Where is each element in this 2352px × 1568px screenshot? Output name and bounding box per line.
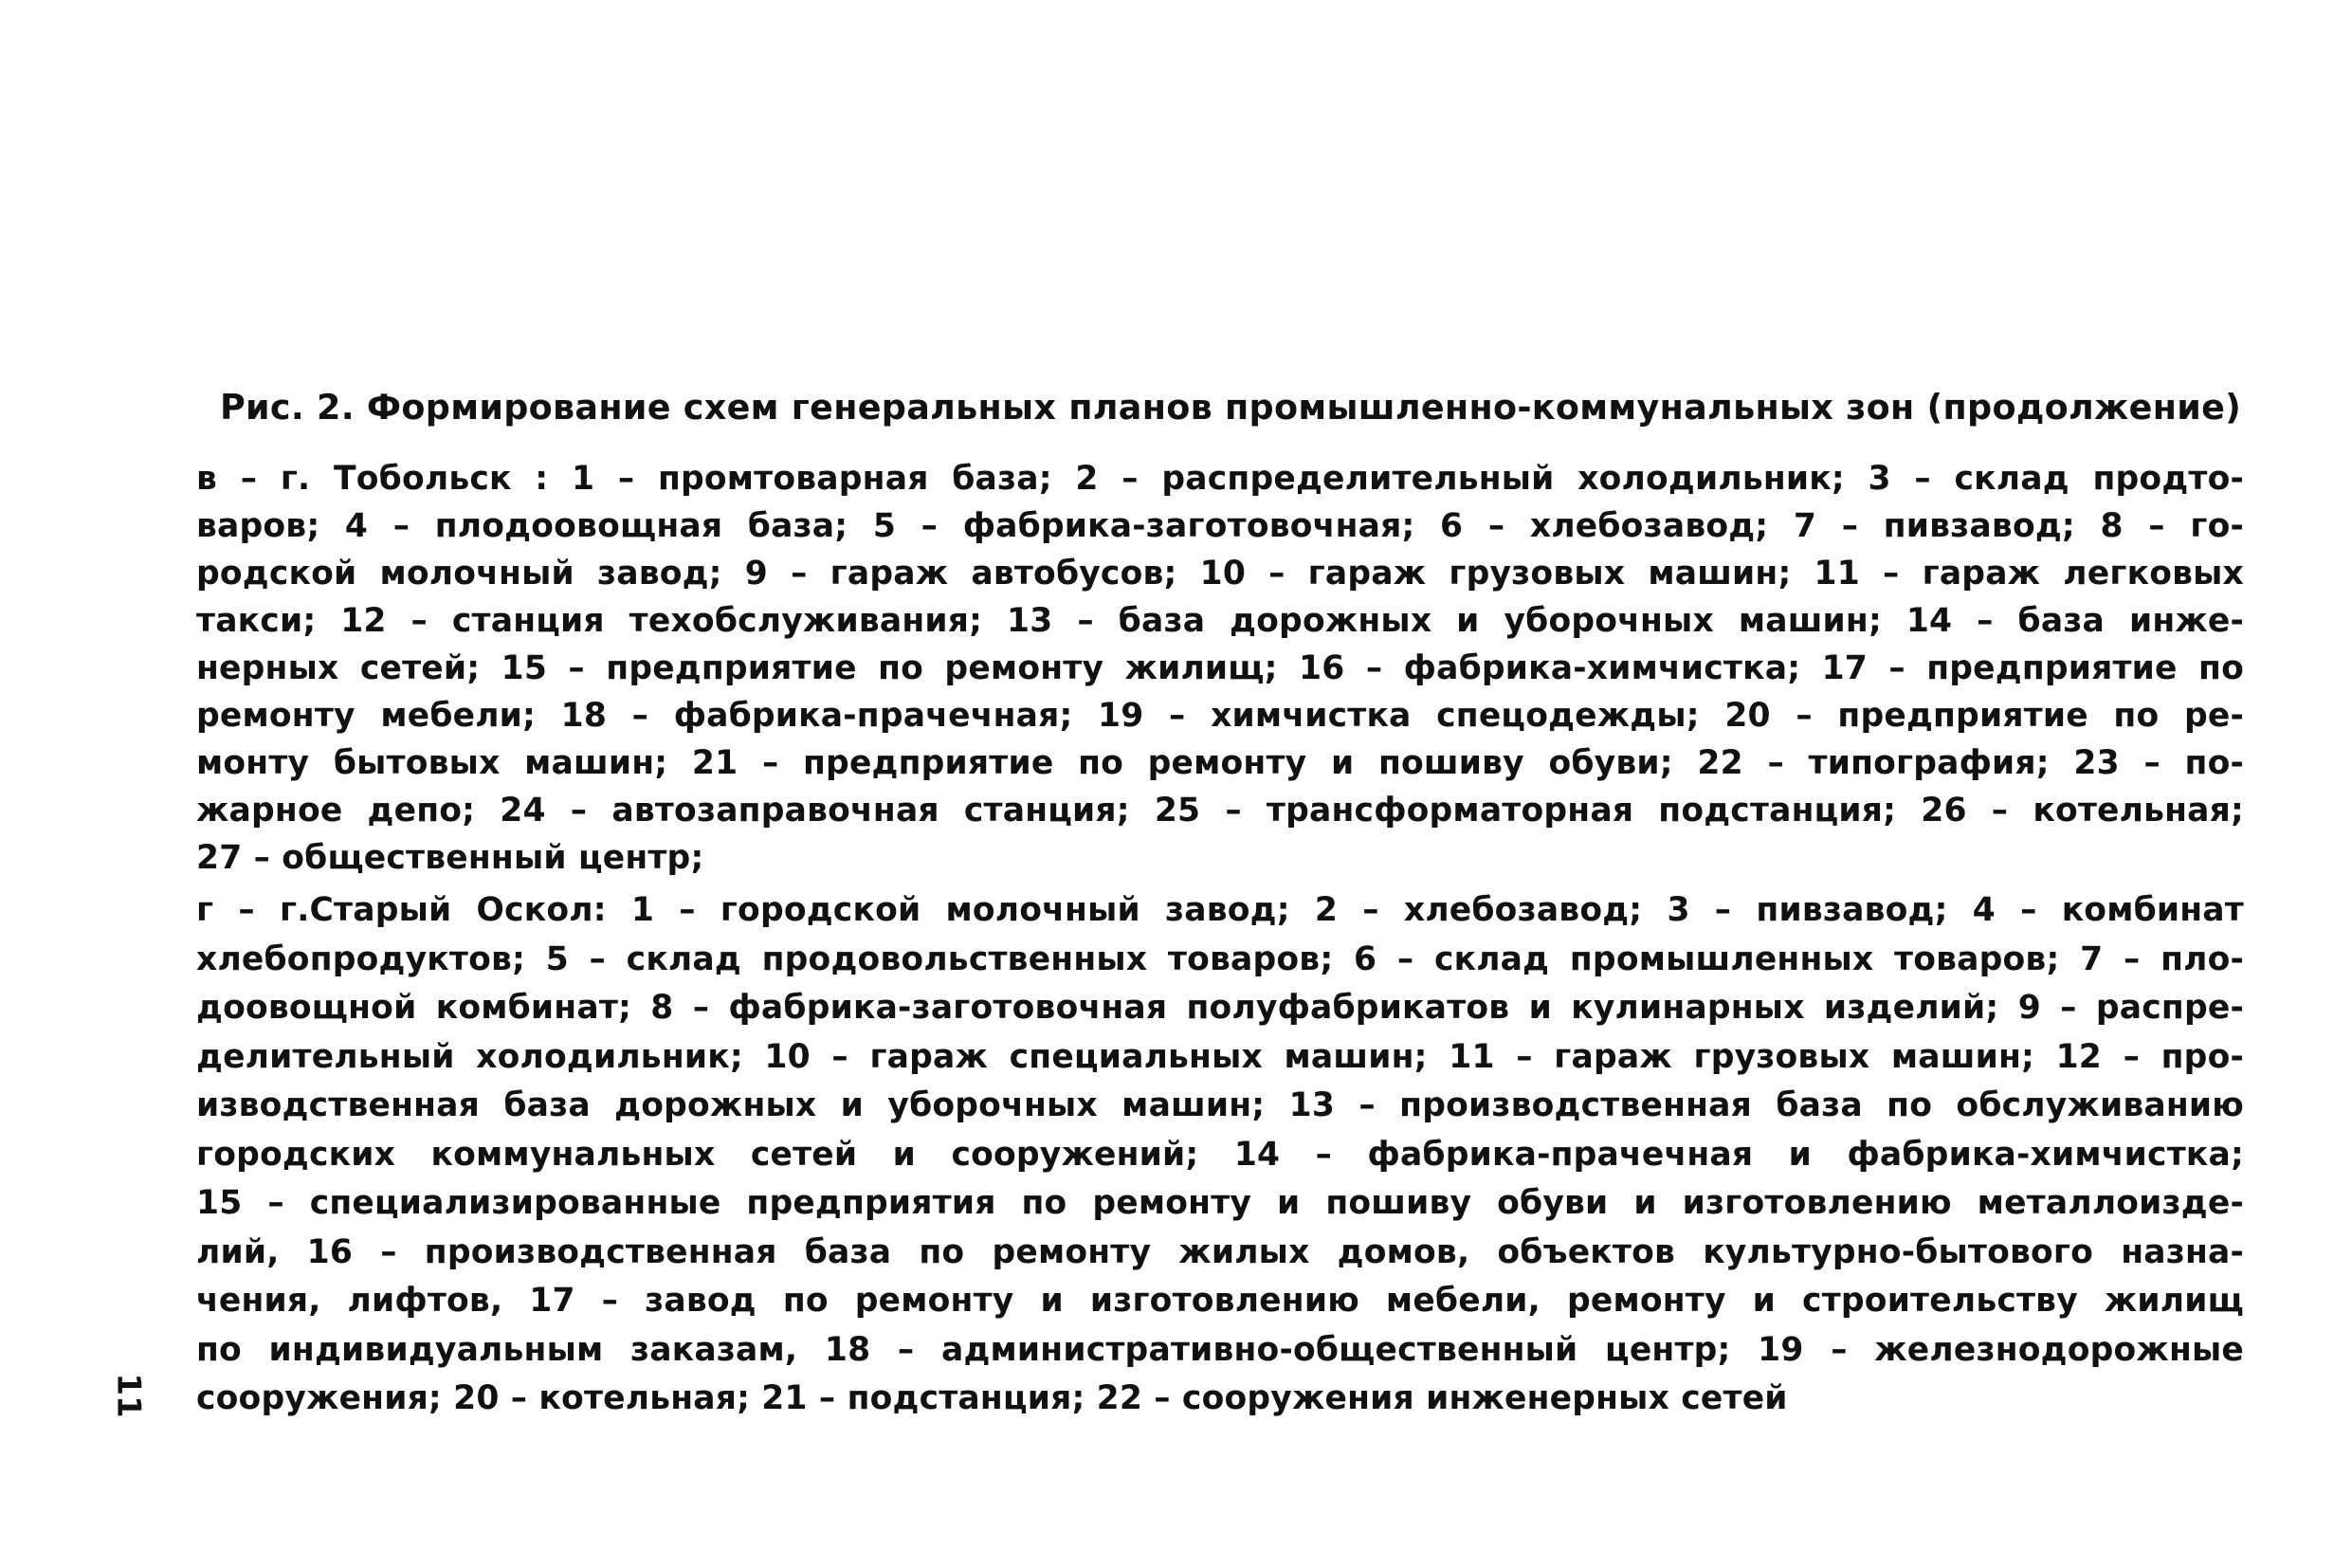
legend-line: изводственная база дорожных и уборочных машин; 13 – производственная база по обслуживанию (196, 1086, 2244, 1124)
legend-line: жарное депо; 24 – автозаправочная станция; 25 – трансформаторная подстанция; 26 – котельная; (196, 792, 2244, 830)
legend-line: монту бытовых машин; 21 – предприятие по ремонту и пошиву обуви; 22 – типография; 23 – по- (196, 744, 2244, 782)
legend-line: доовощной комбинат; 8 – фабрика-заготовочная полуфабрикатов и кулинарных изделий; 9 – распре- (196, 989, 2244, 1027)
legend-line: нерных сетей; 15 – предприятие по ремонту жилищ; 16 – фабрика-химчистка; 17 – предприятие по (196, 649, 2244, 687)
figure-caption: Рис. 2. Формирование схем генеральных планов промышленно-коммунальных зон (продолжение) (220, 387, 2242, 428)
legend-line: городских коммунальных сетей и сооружений; 14 – фабрика-прачечная и фабрика-химчистка; (196, 1135, 2244, 1174)
legend-line: сооружения; 20 – котельная; 21 – подстанция; 22 – сооружения инженерных сетей (196, 1379, 1788, 1417)
legend-line: родской молочный завод; 9 – гараж автобусов; 10 – гараж грузовых машин; 11 – гараж легковых (196, 555, 2244, 593)
legend-line: в – г. Тобольск : 1 – промтоварная база; 2 – распределительный холодильник; 3 – склад продто- (196, 460, 2244, 498)
legend-line: лий, 16 – производственная база по ремонту жилых домов, объектов культурно-бытового назна- (196, 1232, 2244, 1271)
legend-stary-oskol (196, 886, 2244, 1424)
page-number: 11 (109, 1373, 148, 1418)
legend-line: делительный холодильник; 10 – гараж специальных машин; 11 – гараж грузовых машин; 12 – про- (196, 1037, 2244, 1076)
legend-line: 27 – общественный центр; (196, 839, 704, 877)
legend-line: чения, лифтов, 17 – завод по ремонту и изготовлению мебели, ремонту и строительству жилищ (196, 1282, 2244, 1320)
legend-line: ремонту мебели; 18 – фабрика-прачечная; 19 – химчистка спецодежды; 20 – предприятие по ре- (196, 697, 2244, 735)
legend-line: варов; 4 – плодоовощная база; 5 – фабрика-заготовочная; 6 – хлебозавод; 7 – пивзавод; 8 – го- (196, 507, 2244, 545)
legend-tobolsk (196, 455, 2244, 882)
legend-line: по индивидуальным заказам, 18 – административно-общественный центр; 19 – железнодорожные (196, 1330, 2244, 1369)
legend-line: г – г.Старый Оскол: 1 – городской молочный завод; 2 – хлебозавод; 3 – пивзавод; 4 – комбинат (196, 891, 2244, 929)
legend-line: хлебопродуктов; 5 – склад продовольственных товаров; 6 – склад промышленных товаров; 7 – пло- (196, 939, 2244, 978)
legend-line: такси; 12 – станция техобслуживания; 13 – база дорожных и уборочных машин; 14 – база инже- (196, 602, 2244, 640)
legend-line: 15 – специализированные предприятия по ремонту и пошиву обуви и изготовлению металлоизде- (196, 1184, 2244, 1222)
